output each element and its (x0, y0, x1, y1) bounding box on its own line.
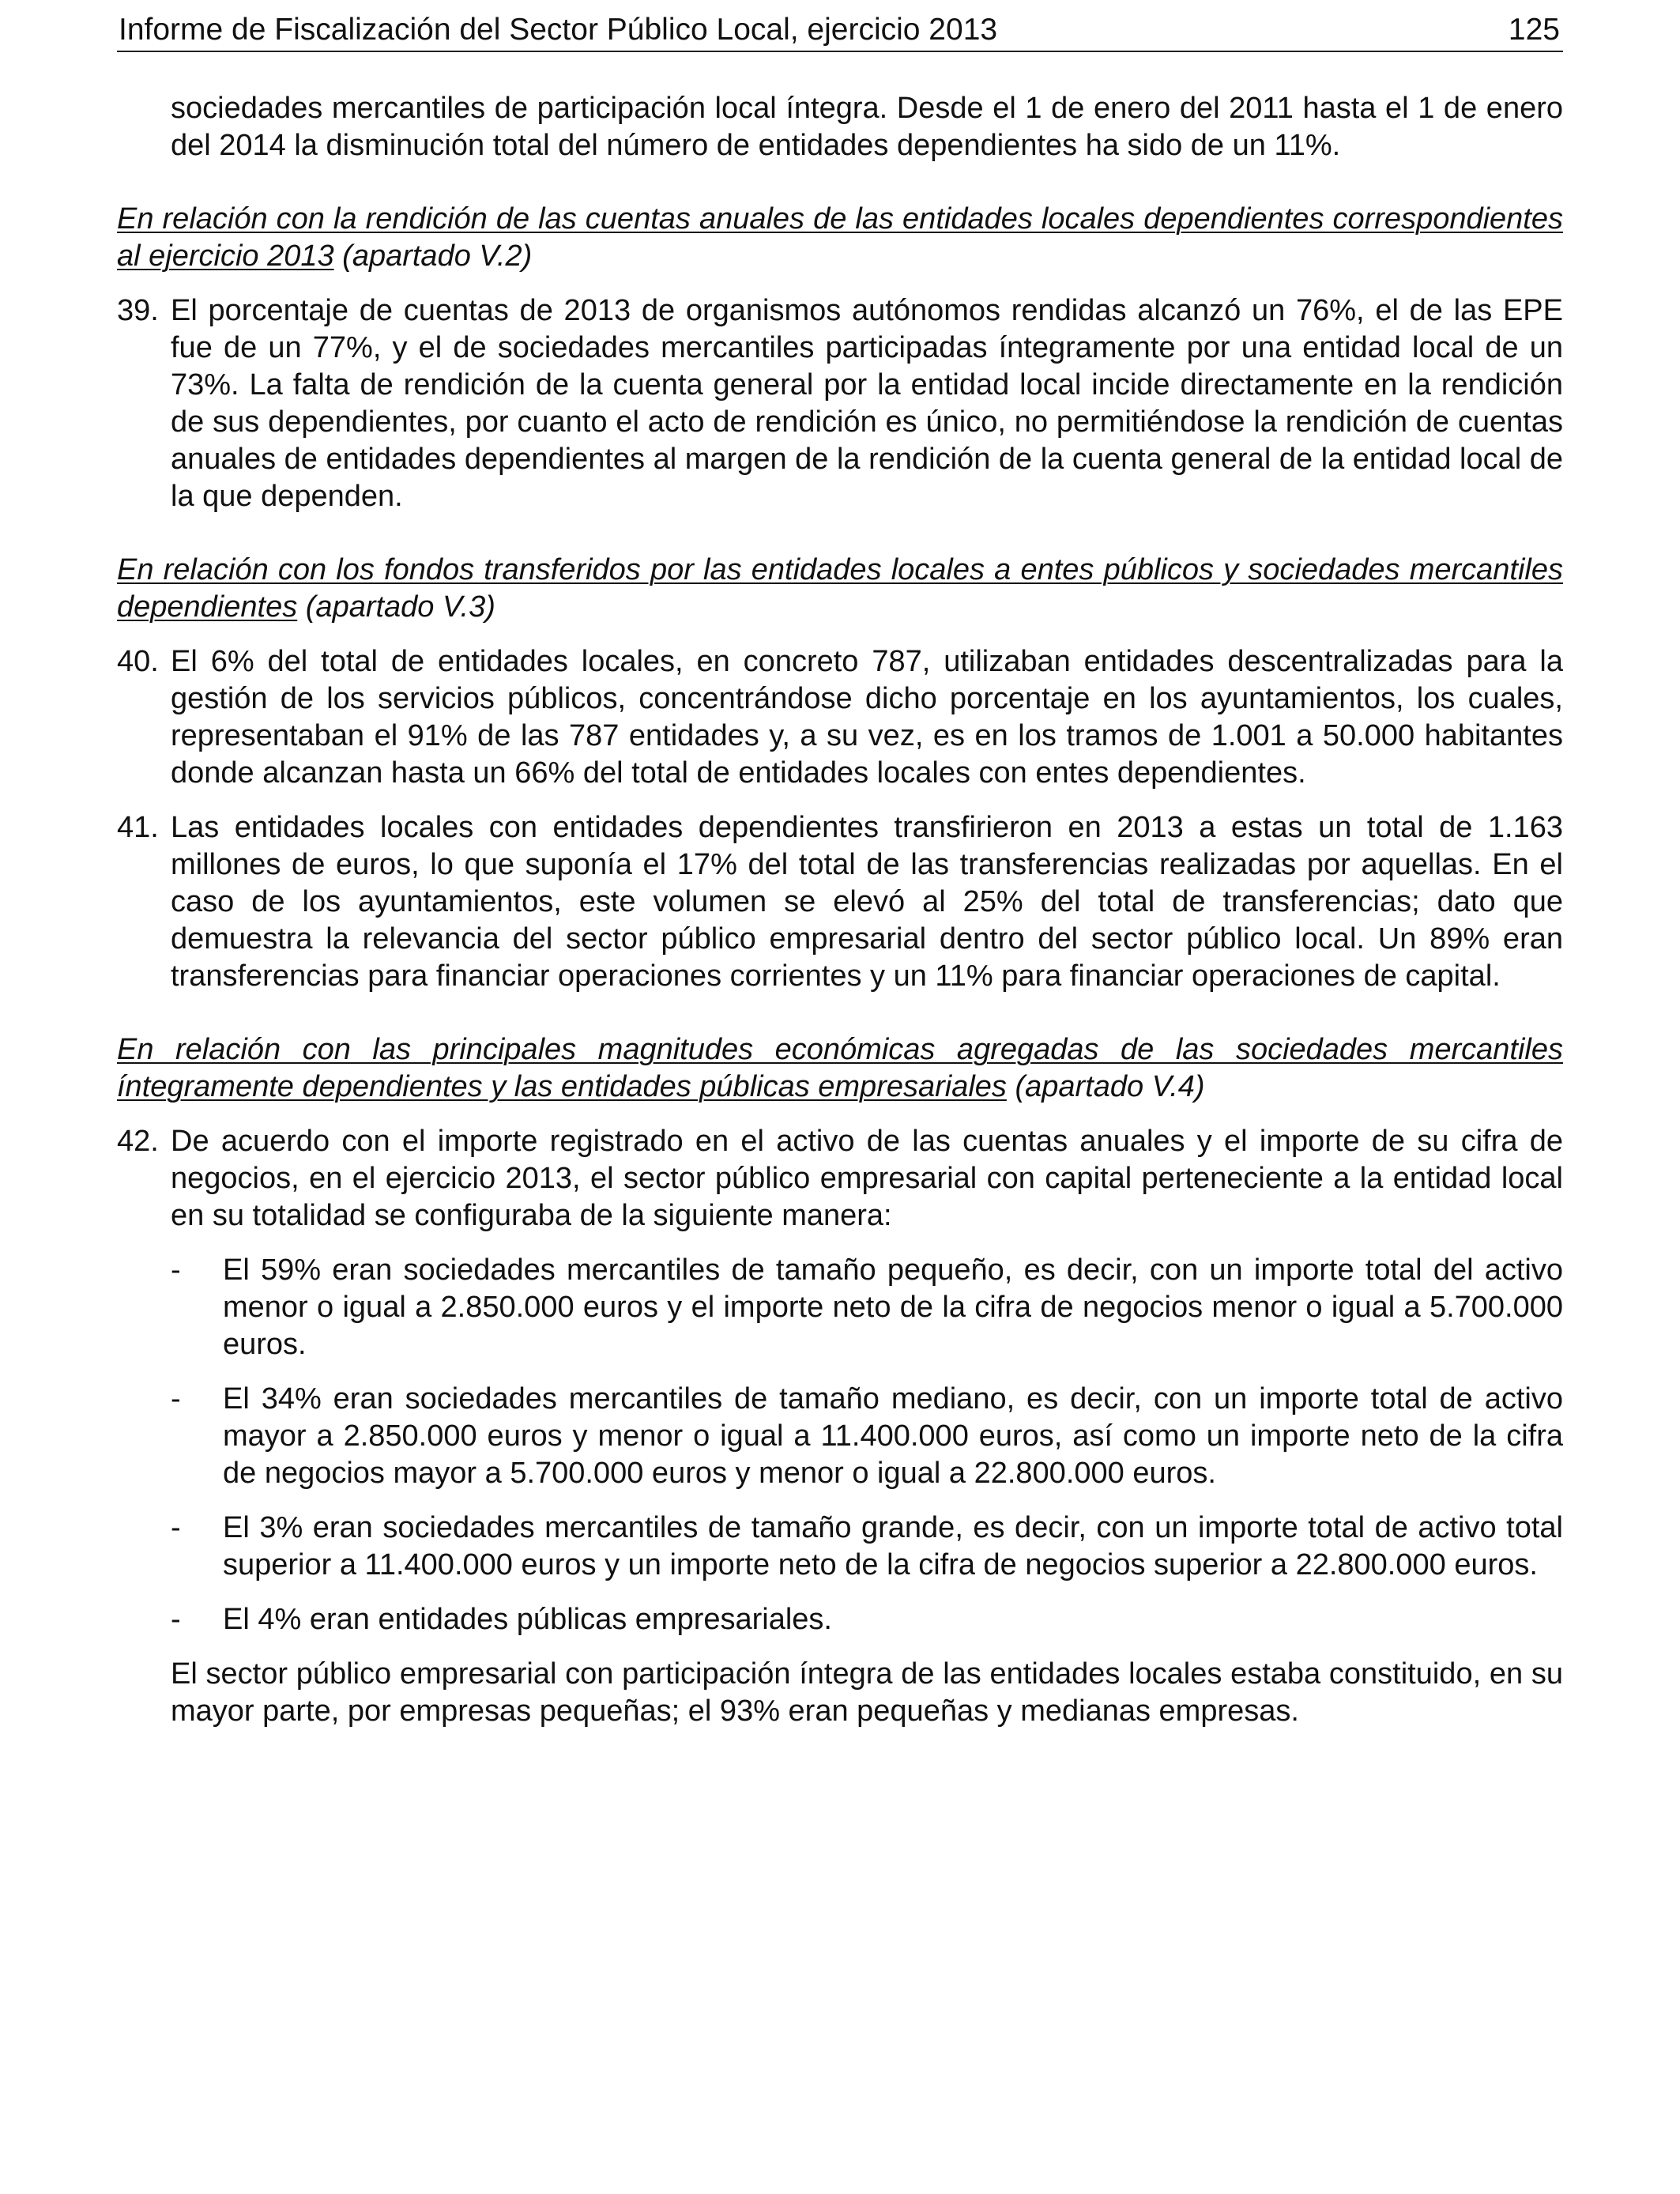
page-number: 125 (1508, 13, 1560, 47)
item-text: Las entidades locales con entidades dependientes transfirieron en 2013 a estas un total de 1.163 millones de euros, lo que suponía el 17% del total de las transferencias realizadas por aquellas. En el caso de los ayuntamientos, este volumen se elevó al 25% del total de transferencias; dato que demuestra la relevancia del sector público empresarial dentro del sector público local. Un 89% eran transferencias para financiar operaciones corrientes y un 11% para financiar operaciones de capital. (171, 811, 1563, 993)
page-header (117, 6, 1563, 52)
list-item-text: El 4% eran entidades públicas empresariales. (223, 1603, 832, 1636)
list-item (171, 1601, 1563, 1638)
list-item (171, 1252, 1563, 1363)
dash-bullet: - (171, 1603, 181, 1636)
list-item (171, 1510, 1563, 1584)
item-number: 41. (117, 811, 159, 844)
section-heading-v3-ref: (apartado V.3) (297, 590, 495, 624)
intro-paragraph: sociedades mercantiles de participación local íntegra. Desde el 1 de enero del 2011 hasta el 1 de enero del 2014 la disminución total del número de entidades dependientes ha sido de un 11%. (171, 92, 1563, 162)
item-text: El porcentaje de cuentas de 2013 de organismos autónomos rendidas alcanzó un 76%, el de las EPE fue de un 77%, y el de sociedades mercantiles participadas íntegramente por una entidad local de un 73%. La falta de rendición de la cuenta general por la entidad local incide directamente en la rendición de sus dependientes, por cuanto el acto de rendición es único, no permitiéndose la rendición de cuentas anuales de entidades dependientes al margen de la rendición de la cuenta general de la entidad local de la que dependen. (171, 294, 1563, 513)
section-heading-v3 (117, 552, 1563, 626)
dash-bullet: - (171, 1511, 181, 1544)
numbered-item-39 (117, 292, 1563, 515)
item-number: 39. (117, 294, 159, 327)
section-heading-v3-title: En relación con los fondos transferidos por las entidades locales a entes públicos y sociedades mercantiles dependientes (117, 553, 1563, 624)
list-item-text: El 34% eran sociedades mercantiles de tamaño mediano, es decir, con un importe total de activo mayor a 2.850.000 euros y menor o igual a 11.400.000 euros, así como un importe neto de la cifra de negocios mayor a 5.700.000 euros y menor o igual a 22.800.000 euros. (223, 1382, 1563, 1490)
section-heading-v2-ref: (apartado V.2) (333, 239, 533, 273)
section-heading-v4-title: En relación con las principales magnitudes económicas agregadas de las sociedades mercantiles íntegramente dependientes y las entidades públicas empresariales (117, 1033, 1563, 1103)
section-heading-v4-ref: (apartado V.4) (1006, 1070, 1205, 1103)
section-heading-v2 (117, 201, 1563, 275)
list-item-text: El 59% eran sociedades mercantiles de tamaño pequeño, es decir, con un importe total del activo menor o igual a 2.850.000 euros y el importe neto de la cifra de negocios menor o igual a 5.700.000 euros. (223, 1253, 1563, 1361)
dash-bullet: - (171, 1253, 181, 1287)
list-item (171, 1381, 1563, 1492)
item-number: 40. (117, 645, 159, 678)
section-heading-v4 (117, 1031, 1563, 1106)
numbered-item-41 (117, 809, 1563, 995)
numbered-item-42 (117, 1123, 1563, 1235)
numbered-item-40 (117, 643, 1563, 792)
document-body (117, 90, 1563, 1730)
list-item-text: El 3% eran sociedades mercantiles de tamaño grande, es decir, con un importe total de activo total superior a 11.400.000 euros y un importe neto de la cifra de negocios superior a 22.800.000 euros. (223, 1511, 1563, 1581)
item-text: De acuerdo con el importe registrado en el activo de las cuentas anuales y el importe de su cifra de negocios, en el ejercicio 2013, el sector público empresarial con capital perteneciente a la entidad local en su totalidad se configuraba de la siguiente manera: (171, 1125, 1563, 1232)
item-number: 42. (117, 1125, 159, 1158)
closing-paragraph: El sector público empresarial con participación íntegra de las entidades locales estaba constituido, en su mayor parte, por empresas pequeñas; el 93% eran pequeñas y medianas empresas. (171, 1657, 1563, 1728)
item-text: El 6% del total de entidades locales, en concreto 787, utilizaban entidades descentralizadas para la gestión de los servicios públicos, concentrándose dicho porcentaje en los ayuntamientos, los cuales, representaban el 91% de las 787 entidades y, a su vez, es en los tramos de 1.001 a 50.000 habitantes donde alcanzan hasta un 66% del total de entidades locales con entes dependientes. (171, 645, 1563, 790)
dash-bullet: - (171, 1382, 181, 1416)
section-heading-v2-title: En relación con la rendición de las cuentas anuales de las entidades locales dependientes correspondientes al ejercicio 2013 (117, 202, 1563, 273)
header-title: Informe de Fiscalización del Sector Público Local, ejercicio 2013 (119, 13, 998, 47)
